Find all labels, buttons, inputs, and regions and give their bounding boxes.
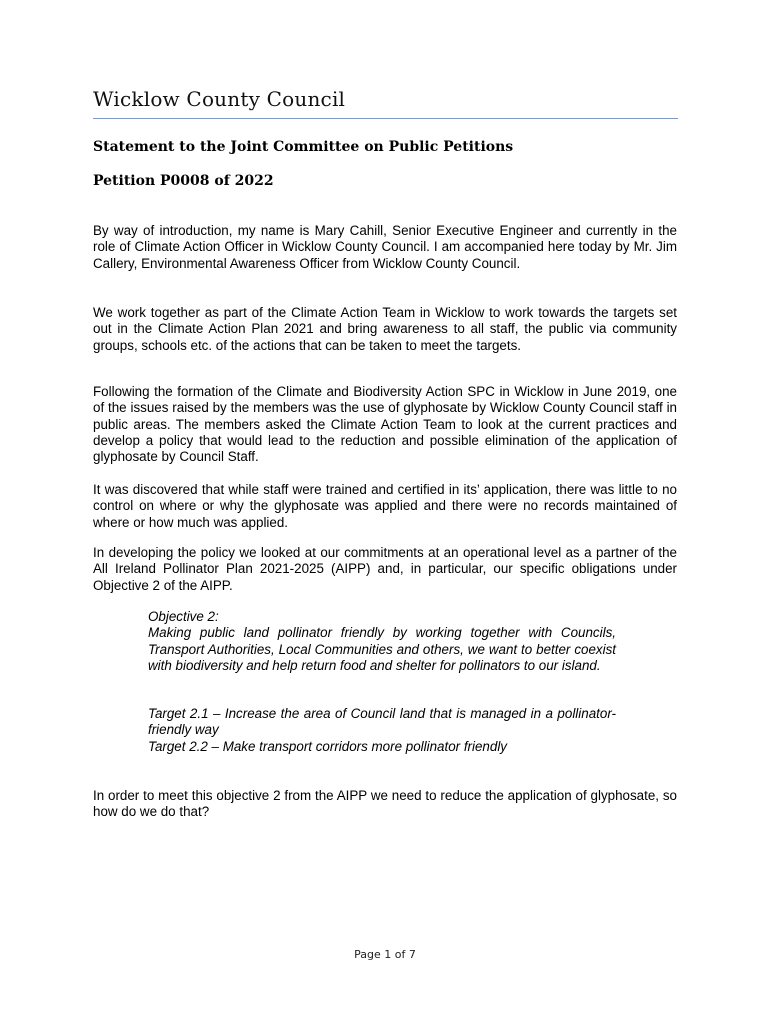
- objective-text: Making public land pollinator friendly by working together with Councils, Transport Authorities, Local Communities and others, we want to better coexist with biodiversity and help return food and shelter for pollinators to our island.: [148, 625, 616, 673]
- petition-heading: Petition P0008 of 2022: [93, 173, 274, 189]
- objective-quote: [148, 609, 616, 674]
- statement-heading: Statement to the Joint Committee on Public Petitions: [93, 139, 514, 155]
- findings-paragraph: It was discovered that while staff were trained and certified in its’ application, there was little to no control on where or why the glyphosate was applied and there were no records maintained of where or how much was applied.: [93, 482, 677, 530]
- title-underline: [93, 118, 678, 119]
- spc-paragraph: Following the formation of the Climate and Biodiversity Action SPC in Wicklow in June 2019, one of the issues raised by the members was the use of glyphosate by Wicklow County Council staff in public areas. The members asked the Climate Action Team to look at the current practices and develop a policy that would lead to the reduction and possible elimination of the application of glyphosate by Council Staff.: [93, 384, 677, 465]
- closing-paragraph: In order to meet this objective 2 from the AIPP we need to reduce the application of glyphosate, so how do we do that?: [93, 788, 677, 820]
- climate-team-paragraph: We work together as part of the Climate Action Team in Wicklow to work towards the targets set out in the Climate Action Plan 2021 and bring awareness to all staff, the public via community groups, schools etc. of the actions that can be taken to meet the targets.: [93, 305, 677, 353]
- target-item: Target 2.1 – Increase the area of Council land that is managed in a pollinator-friendly way: [148, 706, 616, 738]
- page-title: Wicklow County Council: [93, 87, 346, 111]
- objective-label: Objective 2:: [148, 609, 219, 624]
- target-item: Target 2.2 – Make transport corridors more pollinator friendly: [148, 738, 507, 754]
- policy-paragraph: In developing the policy we looked at our commitments at an operational level as a partner of the All Ireland Pollinator Plan 2021-2025 (AIPP) and, in particular, our specific obligations under Objective 2 of the AIPP.: [93, 545, 677, 593]
- targets-quote: [148, 706, 616, 755]
- page-footer: Page 1 of 7: [354, 948, 416, 961]
- intro-paragraph: By way of introduction, my name is Mary Cahill, Senior Executive Engineer and currently in the role of Climate Action Officer in Wicklow County Council. I am accompanied here today by Mr. Jim Callery, Environmental Awareness Officer from Wicklow County Council.: [93, 223, 677, 271]
